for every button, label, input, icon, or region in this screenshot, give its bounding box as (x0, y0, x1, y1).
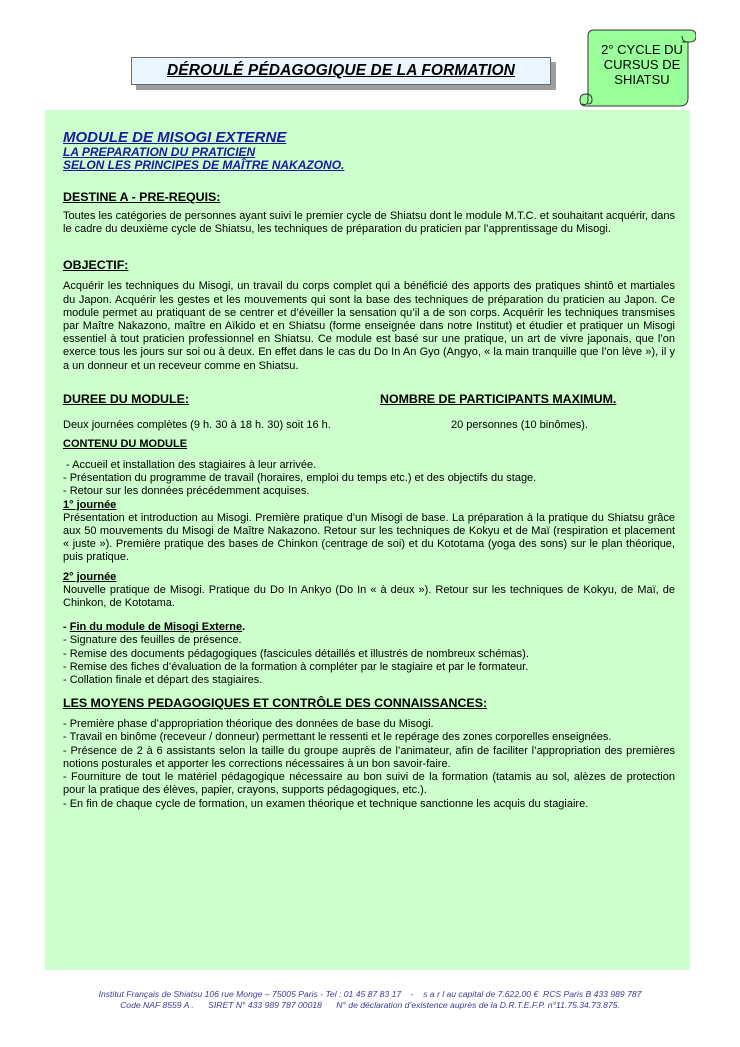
footer-line: Institut Français de Shiatsu 106 rue Monge – 75005 Paris - Tel : 01 45 87 83 17 - s a r l au capital de 7.622,00 € RCS Paris B 433 989 787 (98, 989, 642, 999)
moyens-heading: LES MOYENS PEDAGOGIQUES ET CONTRÔLE DES CONNAISSANCES: (63, 696, 488, 711)
participants-heading: NOMBRE DE PARTICIPANTS MAXIMUM. (380, 391, 617, 406)
participants-text: 20 personnes (10 binômes). (451, 418, 588, 431)
document-title-box (131, 57, 551, 85)
document-title: DÉROULÉ PÉDAGOGIQUE DE LA FORMATION (167, 62, 515, 79)
fin-prefix: - (63, 621, 70, 634)
destine-heading: DESTINE A - PRE-REQUIS: (63, 190, 221, 204)
duree-values (63, 419, 675, 433)
fin-item: - Remise des documents pédagogiques (fascicules détaillés et illustrés de nombreux schémas). (63, 647, 529, 660)
module-subtitle: SELON LES PRINCIPES DE MAÎTRE NAKAZONO. (63, 158, 345, 172)
badge-line: 2° CYCLE DU (601, 42, 683, 57)
day1-heading: 1° journée (63, 498, 117, 511)
duree-heading: DUREE DU MODULE: (63, 391, 189, 406)
badge-line: SHIATSU (614, 72, 670, 87)
fin-suffix: . (242, 621, 246, 634)
footer-line: Code NAF 8559 A . SIRET N° 433 989 787 00018 N° de déclaration d’existence auprès de la D.R.T.E.F.P. n°11.75.34.73.875. (120, 1000, 620, 1010)
module-content (63, 129, 675, 811)
contenu-intro-item: - Accueil et installation des stagiaires à leur arrivée. (63, 459, 317, 472)
contenu-intro-item: - Retour sur les données précédemment acquises. (63, 485, 310, 498)
contenu-intro-item: - Présentation du programme de travail (horaires, emploi du temps etc.) et des objectifs du stage. (63, 472, 537, 485)
badge-line: CURSUS DE (603, 57, 681, 72)
fin-heading: Fin du module de Misogi Externe (69, 621, 243, 634)
moyens-item: - Travail en binôme (receveur / donneur) permettant le ressenti et le repérage des zones corporelles enseignées. (63, 731, 612, 744)
fin-line (63, 621, 675, 634)
moyens-item: - Fourniture de tout le matériel pédagogique nécessaire au bon suivi de la formation (tatamis au sol, alèzes de protection pour la pratique des élèves, papier, crayons, supports pédagogiques, etc.). (63, 771, 675, 797)
objectif-heading: OBJECTIF: (63, 258, 129, 273)
badge-text (592, 42, 692, 87)
cycle-scroll-badge (578, 28, 696, 108)
day2-text: Nouvelle pratique de Misogi. Pratique du Do In Ankyo (Do In « à deux »). Retour sur les techniques de Kokyu, de Maï, de Chinkon, de Kototama. (63, 583, 675, 610)
module-subtitle: LA PREPARATION DU PRATICIEN (63, 145, 256, 159)
duree-text: Deux journées complètes (9 h. 30 à 18 h. 30) soit 16 h. (63, 418, 331, 431)
module-title: MODULE DE MISOGI EXTERNE (63, 129, 287, 146)
day2-heading: 2° journée (63, 570, 117, 583)
fin-item: - Collation finale et départ des stagiaires. (63, 674, 263, 687)
day1-text: Présentation et introduction au Misogi. Première pratique d’un Misogi de base. La préparation à la pratique du Shiatsu grâce aux 50 mouvements du Misogi de Maître Nakazono. Retour sur les techniques de Kokyu et de Maï (respiration et placement « juste »). Première pratique des bases de Chinkon (centrage de soi) et du Kototama (yoga des sons) sur le plan théorique, puis pratique. (63, 511, 675, 564)
fin-item: - Signature des feuilles de présence. (63, 634, 242, 647)
contenu-heading: CONTENU DU MODULE (63, 437, 188, 450)
page-footer (0, 989, 740, 1011)
duree-headings (63, 392, 675, 407)
moyens-item: - En fin de chaque cycle de formation, un examen théorique et technique sanctionne les acquis du stagiaire. (63, 797, 589, 810)
objectif-text: Acquérir les techniques du Misogi, un travail du corps complet qui a bénéficié des apports des pratiques shintô et martiales du Japon. Acquérir les gestes et les mouvements qui sont la base des techniques de préparation du praticien au Japon. Ce module permet au pratiquant de se centrer et d’éveiller la sensation qu’il a de son corps. Acquérir les techniques transmises par Maître Nakazono, maître en Aïkido et en Shiatsu (forme enseignée dans notre Institut) et étudier et pratiquer un Misogi essentiel à tout praticien professionnel en Shiatsu. Ce module est basé sur une pratique, un art de vivre japonais, que l’on exerce tous les jours sur soi ou à deux. En effet dans le cas du Do In An Gyo (Angyo, « la main tranquille que l’on lève »), il y a un donneur et un receveur comme en Shiatsu. (63, 280, 675, 372)
fin-item: - Remise des fiches d’évaluation de la formation à compléter par le stagiaire et par le formateur. (63, 660, 529, 673)
destine-text: Toutes les catégories de personnes ayant suivi le premier cycle de Shiatsu dont le module M.T.C. et souhaitant acquérir, dans le cadre du deuxième cycle de Shiatsu, les techniques de préparation du praticien par l’apprentissage du Misogi. (63, 210, 675, 236)
moyens-item: - Première phase d’appropriation théorique des données de base du Misogi. (63, 718, 434, 731)
moyens-item: - Présence de 2 à 6 assistants selon la taille du groupe auprès de l’animateur, afin de faciliter l’appropriation des premières notions posturales et apporter les corrections nécessaires à un bon savoir-faire. (63, 744, 675, 770)
